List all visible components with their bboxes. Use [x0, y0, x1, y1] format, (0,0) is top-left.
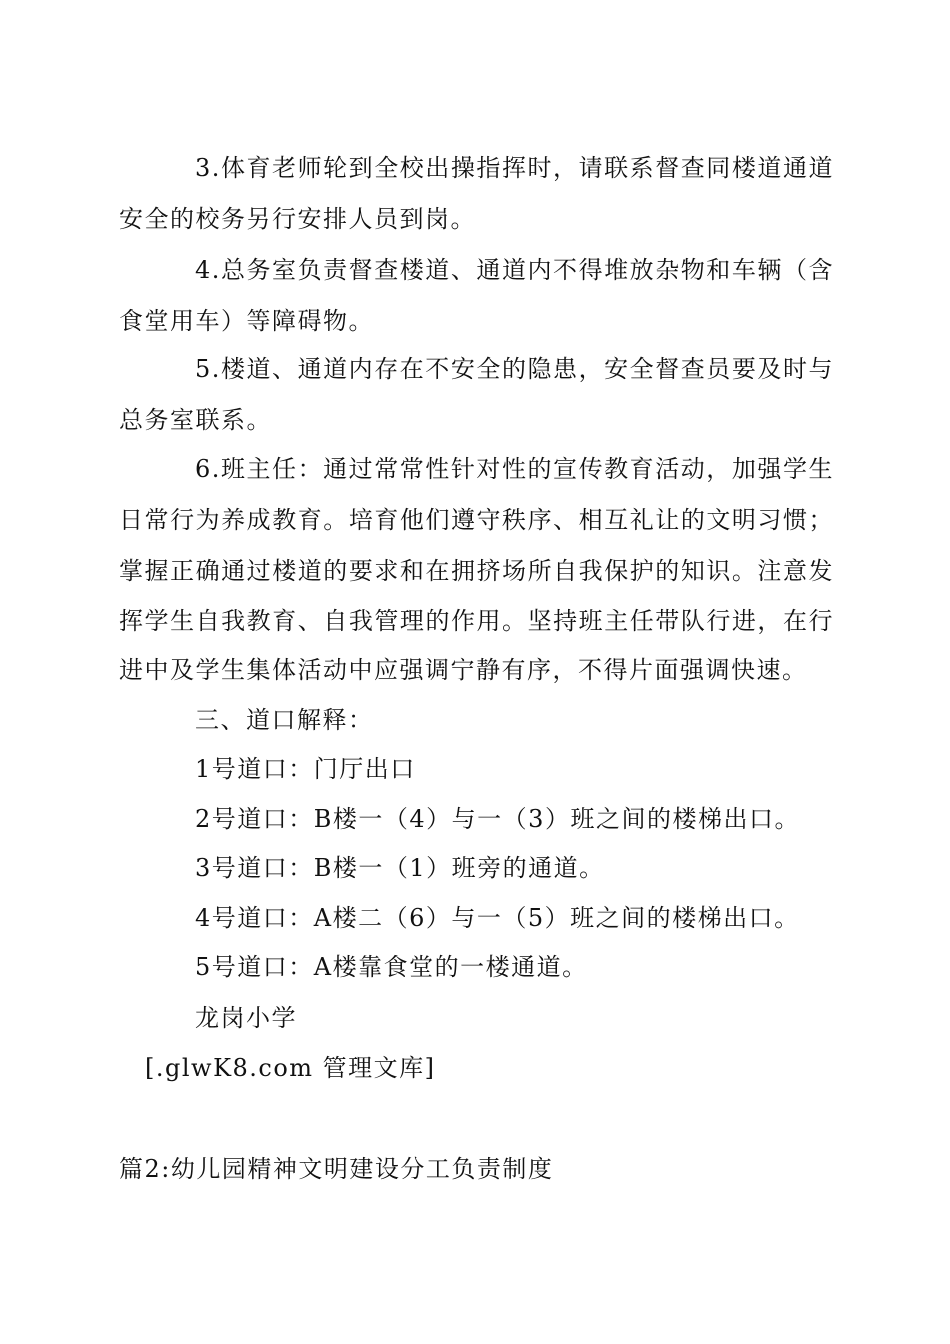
item-4-line-2: 食堂用车）等障碍物。: [119, 307, 374, 335]
exit-item-4: 4号道口：A楼二（6）与一（5）班之间的楼梯出口。: [195, 904, 800, 932]
exit-item-5: 5号道口：A楼靠食堂的一楼通道。: [195, 953, 588, 981]
item-5-line-2: 总务室联系。: [119, 406, 272, 434]
exit-item-3: 3号道口：B楼一（1）班旁的通道。: [195, 854, 605, 882]
signature: 龙岗小学: [195, 1004, 297, 1032]
item-4-line-1: 4.总务室负责督查楼道、通道内不得堆放杂物和车辆（含: [195, 256, 834, 284]
exit-item-1: 1号道口：门厅出口: [195, 755, 416, 783]
section-heading: 三、道口解释：: [195, 706, 374, 734]
item-6-line-4: 挥学生自我教育、自我管理的作用。坚持班主任带队行进，在行: [119, 607, 834, 635]
exit-item-2: 2号道口：B楼一（4）与一（3）班之间的楼梯出口。: [195, 805, 800, 833]
item-6-line-5: 进中及学生集体活动中应强调宁静有序，不得片面强调快速。: [119, 656, 808, 684]
item-5-line-1: 5.楼道、通道内存在不安全的隐患，安全督查员要及时与: [195, 355, 834, 383]
item-6-line-2: 日常行为养成教育。培育他们遵守秩序、相互礼让的文明习惯；: [119, 506, 834, 534]
next-article-title: 篇2:幼儿园精神文明建设分工负责制度: [119, 1155, 554, 1183]
item-6-line-1: 6.班主任：通过常常性针对性的宣传教育活动，加强学生: [195, 455, 834, 483]
source-note: [.glwK8.com 管理文库]: [145, 1054, 436, 1082]
item-3-line-1: 3.体育老师轮到全校出操指挥时，请联系督查同楼道通道: [195, 154, 834, 182]
item-6-line-3: 掌握正确通过楼道的要求和在拥挤场所自我保护的知识。注意发: [119, 557, 834, 585]
item-3-line-2: 安全的校务另行安排人员到岗。: [119, 205, 476, 233]
